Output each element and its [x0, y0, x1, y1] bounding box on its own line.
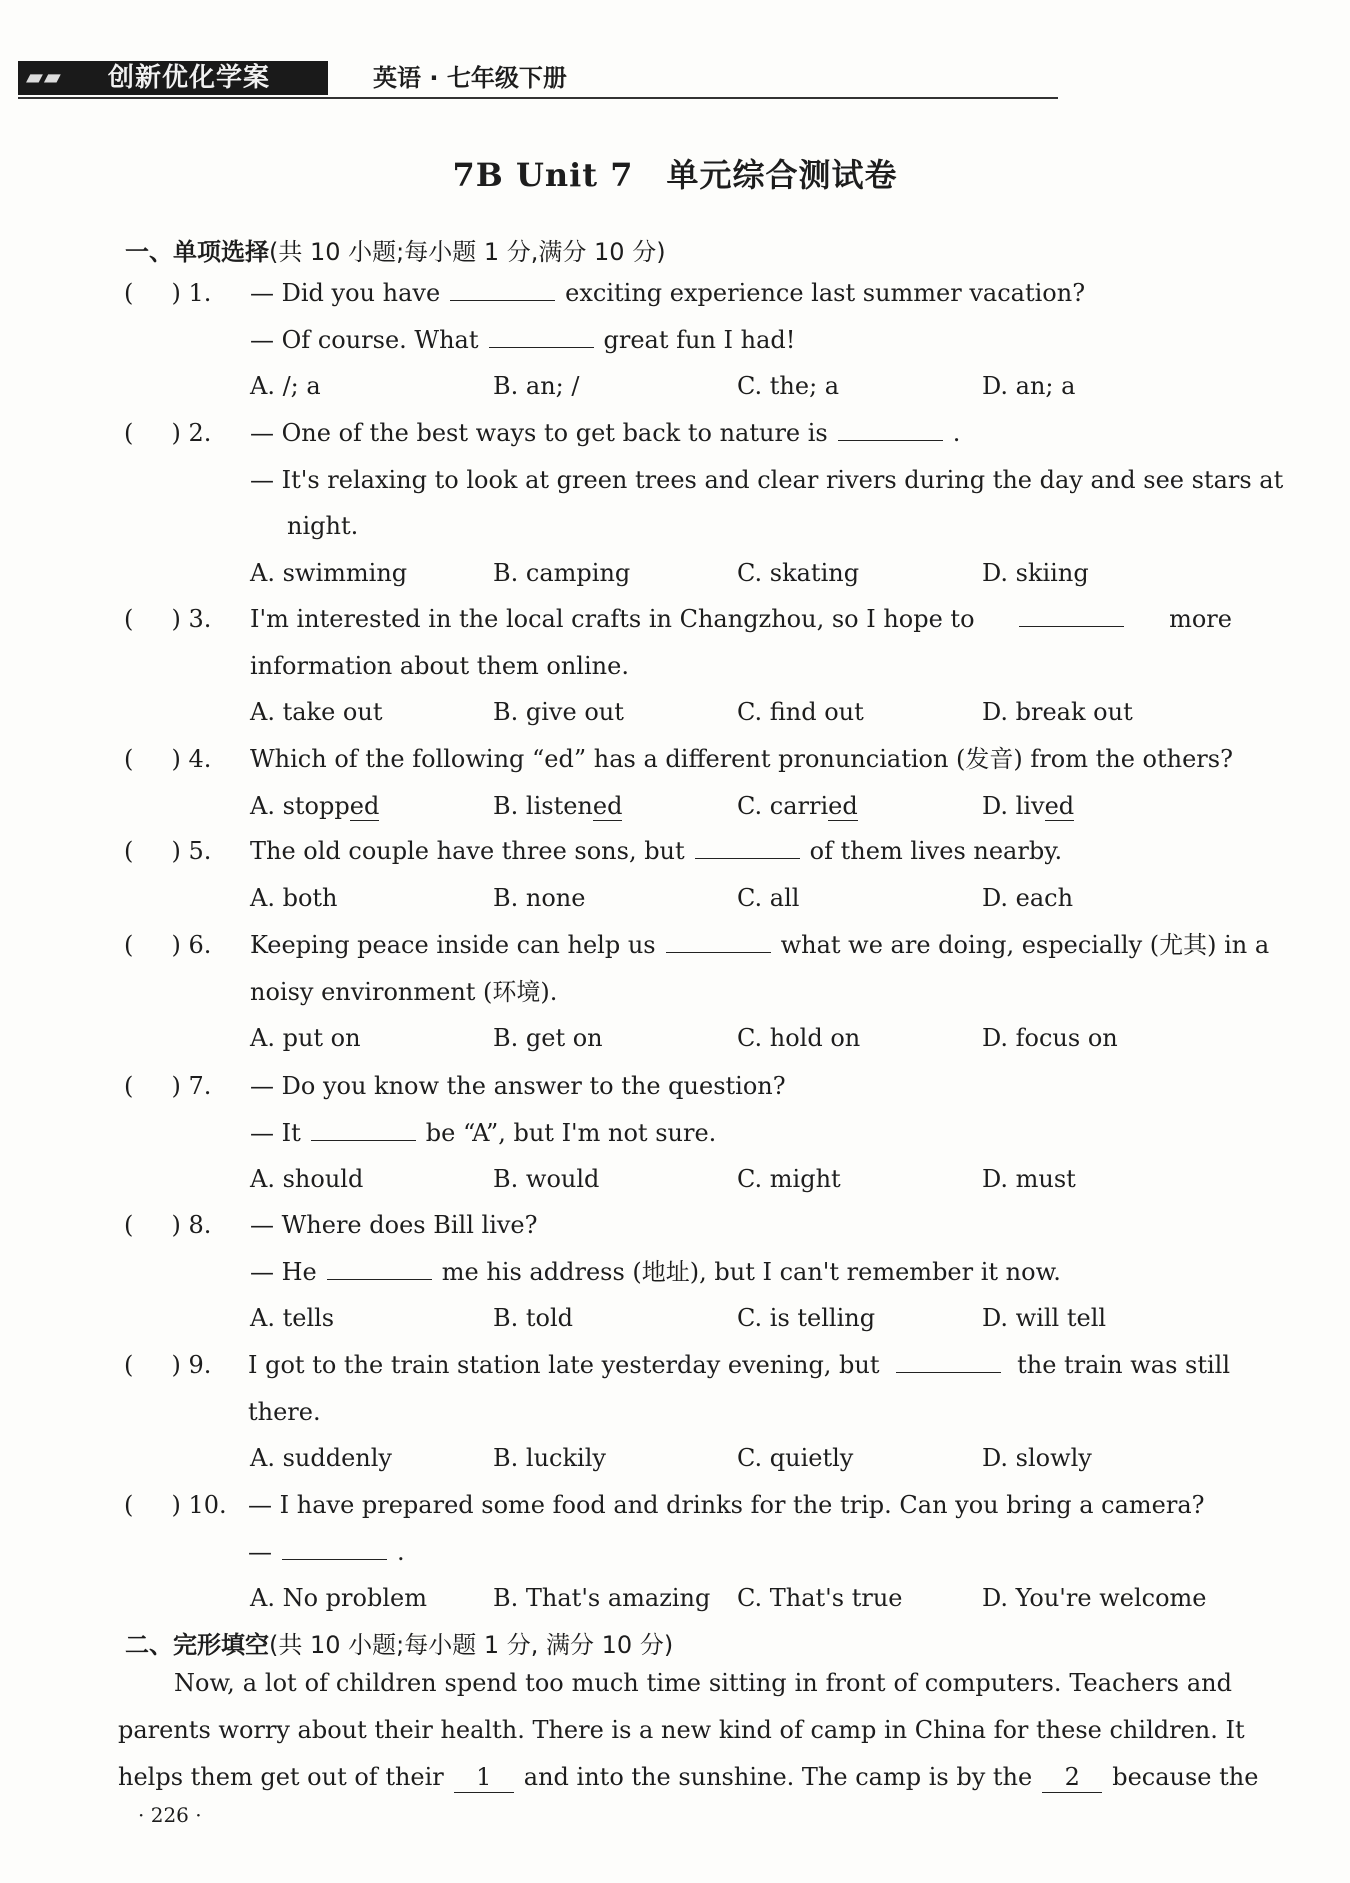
question-text: information about them online.	[250, 651, 629, 680]
option-d	[982, 1164, 1076, 1194]
brand-banner	[18, 61, 328, 95]
option-text: A. both	[250, 883, 338, 912]
question-text: me his address (地址), but I can't remember it now.	[441, 1257, 1061, 1286]
option-d	[982, 1303, 1106, 1333]
question-line	[250, 604, 1232, 634]
option-d	[982, 791, 1074, 821]
passage-text-3a: helps them get out of their	[118, 1763, 444, 1791]
passage-line-2: parents worry about their health. There is a new kind of camp in China for these children. It	[118, 1716, 1245, 1744]
question-number-label: 9.	[188, 1351, 212, 1379]
question-text: .	[397, 1537, 405, 1566]
option-text: A. stopp	[250, 791, 350, 820]
question-text: The old couple have three sons, but	[250, 837, 685, 865]
option-text: B. give out	[493, 698, 624, 726]
option-text: C. skating	[737, 558, 860, 587]
option-a	[250, 1443, 392, 1473]
page-number: · 226 ·	[138, 1803, 202, 1827]
option-text: B. would	[493, 1165, 600, 1193]
question-line	[250, 1257, 1061, 1287]
question-number-label: 8.	[188, 1211, 212, 1239]
brand-mark-icon: ▰▰	[26, 65, 62, 90]
option-text: C. find out	[737, 698, 864, 726]
option-text: B. get on	[493, 1024, 603, 1052]
option-text: A. No problem	[250, 1584, 427, 1612]
question-number: ( ) 1.	[124, 279, 212, 307]
option-b	[493, 371, 579, 401]
underlined-suffix: ed	[592, 791, 623, 820]
question-number: ( ) 3.	[124, 605, 212, 633]
option-text: A. tells	[250, 1304, 335, 1332]
option-text: A. /; a	[250, 372, 321, 400]
option-text: A. swimming	[250, 558, 408, 587]
passage-line-1: Now, a lot of children spend too much time sitting in front of computers. Teachers and	[174, 1669, 1232, 1697]
cloze-gap-1: 1	[454, 1762, 514, 1793]
brand-text: 创新优化学案	[108, 63, 271, 93]
page-title: 7B Unit 7 单元综合测试卷	[452, 156, 898, 194]
question-line	[250, 977, 557, 1007]
page-header	[18, 55, 1318, 100]
question-number-label: 6.	[188, 931, 212, 959]
option-c	[737, 1303, 875, 1333]
option-text: B. none	[493, 883, 586, 912]
option-text: A. suddenly	[250, 1444, 392, 1472]
question-text: there.	[248, 1397, 321, 1426]
option-c	[737, 1164, 841, 1194]
option-d	[982, 558, 1089, 588]
question-line	[250, 278, 1085, 308]
question-text: exciting experience last summer vacation?	[565, 279, 1086, 307]
option-text: C. all	[737, 883, 800, 912]
option-c	[737, 558, 859, 588]
question-line	[287, 511, 358, 541]
option-a	[250, 883, 338, 913]
option-d	[982, 883, 1073, 913]
section-2-note: (共 10 小题;每小题 1 分, 满分 10 分)	[269, 1631, 674, 1659]
option-c	[737, 883, 799, 913]
option-text: D. slowly	[982, 1444, 1092, 1472]
option-b	[493, 883, 585, 913]
question-line	[250, 418, 960, 448]
question-line	[248, 1490, 1205, 1520]
option-d	[982, 1583, 1206, 1613]
passage-text-3b: and into the sunshine. The camp is by the	[523, 1763, 1033, 1791]
option-c	[737, 697, 864, 727]
answer-blank	[489, 325, 594, 348]
option-c	[737, 371, 839, 401]
question-text: what we are doing, especially (尤其) in a	[780, 931, 1270, 959]
option-text: C. hold on	[737, 1024, 861, 1052]
option-text: D. an; a	[982, 372, 1076, 400]
question-line	[250, 744, 1233, 774]
question-text: I'm interested in the local crafts in Changzhou, so I hope to	[250, 605, 975, 633]
option-a	[250, 371, 321, 401]
option-a	[250, 791, 379, 821]
option-text: B. an; /	[493, 372, 580, 400]
question-line	[248, 1397, 321, 1427]
question-text: noisy environment (环境).	[250, 977, 558, 1006]
option-a	[250, 1303, 334, 1333]
option-b	[493, 1023, 603, 1053]
option-text: B. luckily	[493, 1444, 606, 1472]
option-c	[737, 1023, 860, 1053]
option-text: D. break out	[982, 698, 1133, 726]
option-b	[493, 791, 622, 821]
option-d	[982, 1023, 1118, 1053]
header-rule	[18, 97, 1058, 99]
section-1-title: 一、单项选择	[125, 238, 269, 266]
option-a	[250, 697, 382, 727]
answer-blank	[1019, 604, 1124, 627]
option-b	[493, 697, 624, 727]
option-text: C. the; a	[737, 372, 840, 400]
section-2-title: 二、完形填空	[125, 1631, 269, 1659]
question-text: more	[1169, 605, 1232, 633]
cloze-gap-2: 2	[1042, 1762, 1102, 1793]
question-text: great fun I had!	[603, 325, 796, 354]
option-text: D. You're welcome	[982, 1584, 1207, 1612]
question-number: ( ) 6.	[124, 931, 212, 959]
underlined-suffix: ed	[828, 791, 858, 820]
option-a	[250, 1023, 361, 1053]
question-line	[248, 1350, 1230, 1380]
option-text: C. That's true	[737, 1584, 903, 1612]
option-text: D. will tell	[982, 1304, 1107, 1332]
question-number: ( ) 5.	[124, 837, 212, 865]
option-b	[493, 1443, 606, 1473]
option-d	[982, 697, 1133, 727]
question-number-label: 3.	[188, 605, 212, 633]
question-text: — Where does Bill live?	[250, 1211, 538, 1239]
subject-label: 英语 · 七年级下册	[373, 64, 567, 92]
option-b	[493, 1164, 599, 1194]
option-text: C. quietly	[737, 1444, 854, 1472]
question-line	[250, 836, 1062, 866]
question-text: be “A”, but I'm not sure.	[425, 1118, 717, 1147]
question-text: — Did you have	[250, 279, 441, 307]
option-text: B. That's amazing	[493, 1584, 711, 1612]
question-text: — One of the best ways to get back to nature is	[250, 419, 828, 447]
section-1-note: (共 10 小题;每小题 1 分,满分 10 分)	[269, 238, 666, 266]
option-text: D. must	[982, 1165, 1076, 1193]
question-text: of them lives nearby.	[809, 837, 1063, 865]
question-text: — It's relaxing to look at green trees and clear rivers during the day and see stars at	[250, 465, 1284, 494]
question-number: ( ) 7.	[124, 1072, 212, 1100]
question-number: ( ) 2.	[124, 419, 212, 447]
question-line	[250, 465, 1283, 495]
answer-blank	[838, 418, 943, 441]
question-line	[250, 651, 629, 681]
option-text: C. might	[737, 1165, 841, 1193]
question-number-label: 1.	[188, 279, 212, 307]
answer-blank	[450, 278, 555, 301]
question-text: — It	[250, 1118, 301, 1147]
option-text: B. listen	[493, 791, 593, 820]
question-text: .	[952, 419, 961, 447]
passage-line-3	[118, 1762, 1259, 1793]
option-a	[250, 1583, 427, 1613]
question-text: Keeping peace inside can help us	[250, 931, 656, 959]
answer-blank	[666, 930, 771, 953]
option-a	[250, 1164, 363, 1194]
option-text: C. carri	[737, 791, 829, 820]
answer-blank	[282, 1537, 387, 1560]
question-number-label: 2.	[188, 419, 212, 447]
option-text: A. take out	[250, 698, 383, 726]
question-number: ( ) 4.	[124, 745, 212, 773]
question-line	[250, 930, 1269, 960]
question-text: — Do you know the answer to the question?	[250, 1072, 786, 1100]
question-line	[250, 325, 795, 355]
question-text: Which of the following “ed” has a different pronunciation (发音) from the others?	[250, 745, 1233, 773]
question-number-label: 5.	[188, 837, 212, 865]
answer-blank	[695, 836, 800, 859]
option-c	[737, 791, 858, 821]
question-text: — Of course. What	[250, 325, 479, 354]
option-b	[493, 558, 630, 588]
question-text: —	[248, 1537, 272, 1566]
option-text: C. is telling	[737, 1304, 876, 1332]
question-number: ( ) 8.	[124, 1211, 212, 1239]
question-text: — I have prepared some food and drinks for the trip. Can you bring a camera?	[248, 1491, 1205, 1519]
question-number-label: 10.	[188, 1491, 227, 1519]
passage-text-3c: because the	[1112, 1763, 1259, 1791]
question-text: — He	[250, 1257, 317, 1286]
option-d	[982, 371, 1075, 401]
option-text: D. focus on	[982, 1024, 1118, 1052]
option-c	[737, 1443, 853, 1473]
option-b	[493, 1583, 710, 1613]
section-2-heading	[125, 1625, 673, 1660]
question-text: I got to the train station late yesterday evening, but	[248, 1351, 880, 1379]
underlined-suffix: ed	[1044, 791, 1075, 820]
option-c	[737, 1583, 903, 1613]
question-line	[248, 1537, 405, 1567]
answer-blank	[896, 1350, 1001, 1373]
option-a	[250, 558, 407, 588]
question-line	[250, 1071, 786, 1101]
answer-blank	[311, 1118, 416, 1141]
option-text: A. should	[250, 1165, 364, 1193]
option-text: B. told	[493, 1304, 574, 1332]
option-text: D. skiing	[982, 558, 1089, 587]
answer-blank	[327, 1257, 432, 1280]
option-b	[493, 1303, 573, 1333]
question-text: the train was still	[1017, 1351, 1230, 1379]
question-line	[250, 1118, 716, 1148]
option-text: D. each	[982, 883, 1074, 912]
question-number: ( ) 10.	[124, 1491, 227, 1519]
section-1-heading	[125, 232, 666, 267]
option-d	[982, 1443, 1092, 1473]
underlined-suffix: ed	[349, 791, 380, 820]
question-number-label: 7.	[188, 1072, 212, 1100]
option-text: D. liv	[982, 791, 1045, 820]
question-text: night.	[287, 512, 359, 540]
option-text: B. camping	[493, 558, 631, 587]
option-text: A. put on	[250, 1024, 361, 1052]
question-number: ( ) 9.	[124, 1351, 212, 1379]
question-number-label: 4.	[188, 745, 212, 773]
question-line	[250, 1210, 538, 1240]
